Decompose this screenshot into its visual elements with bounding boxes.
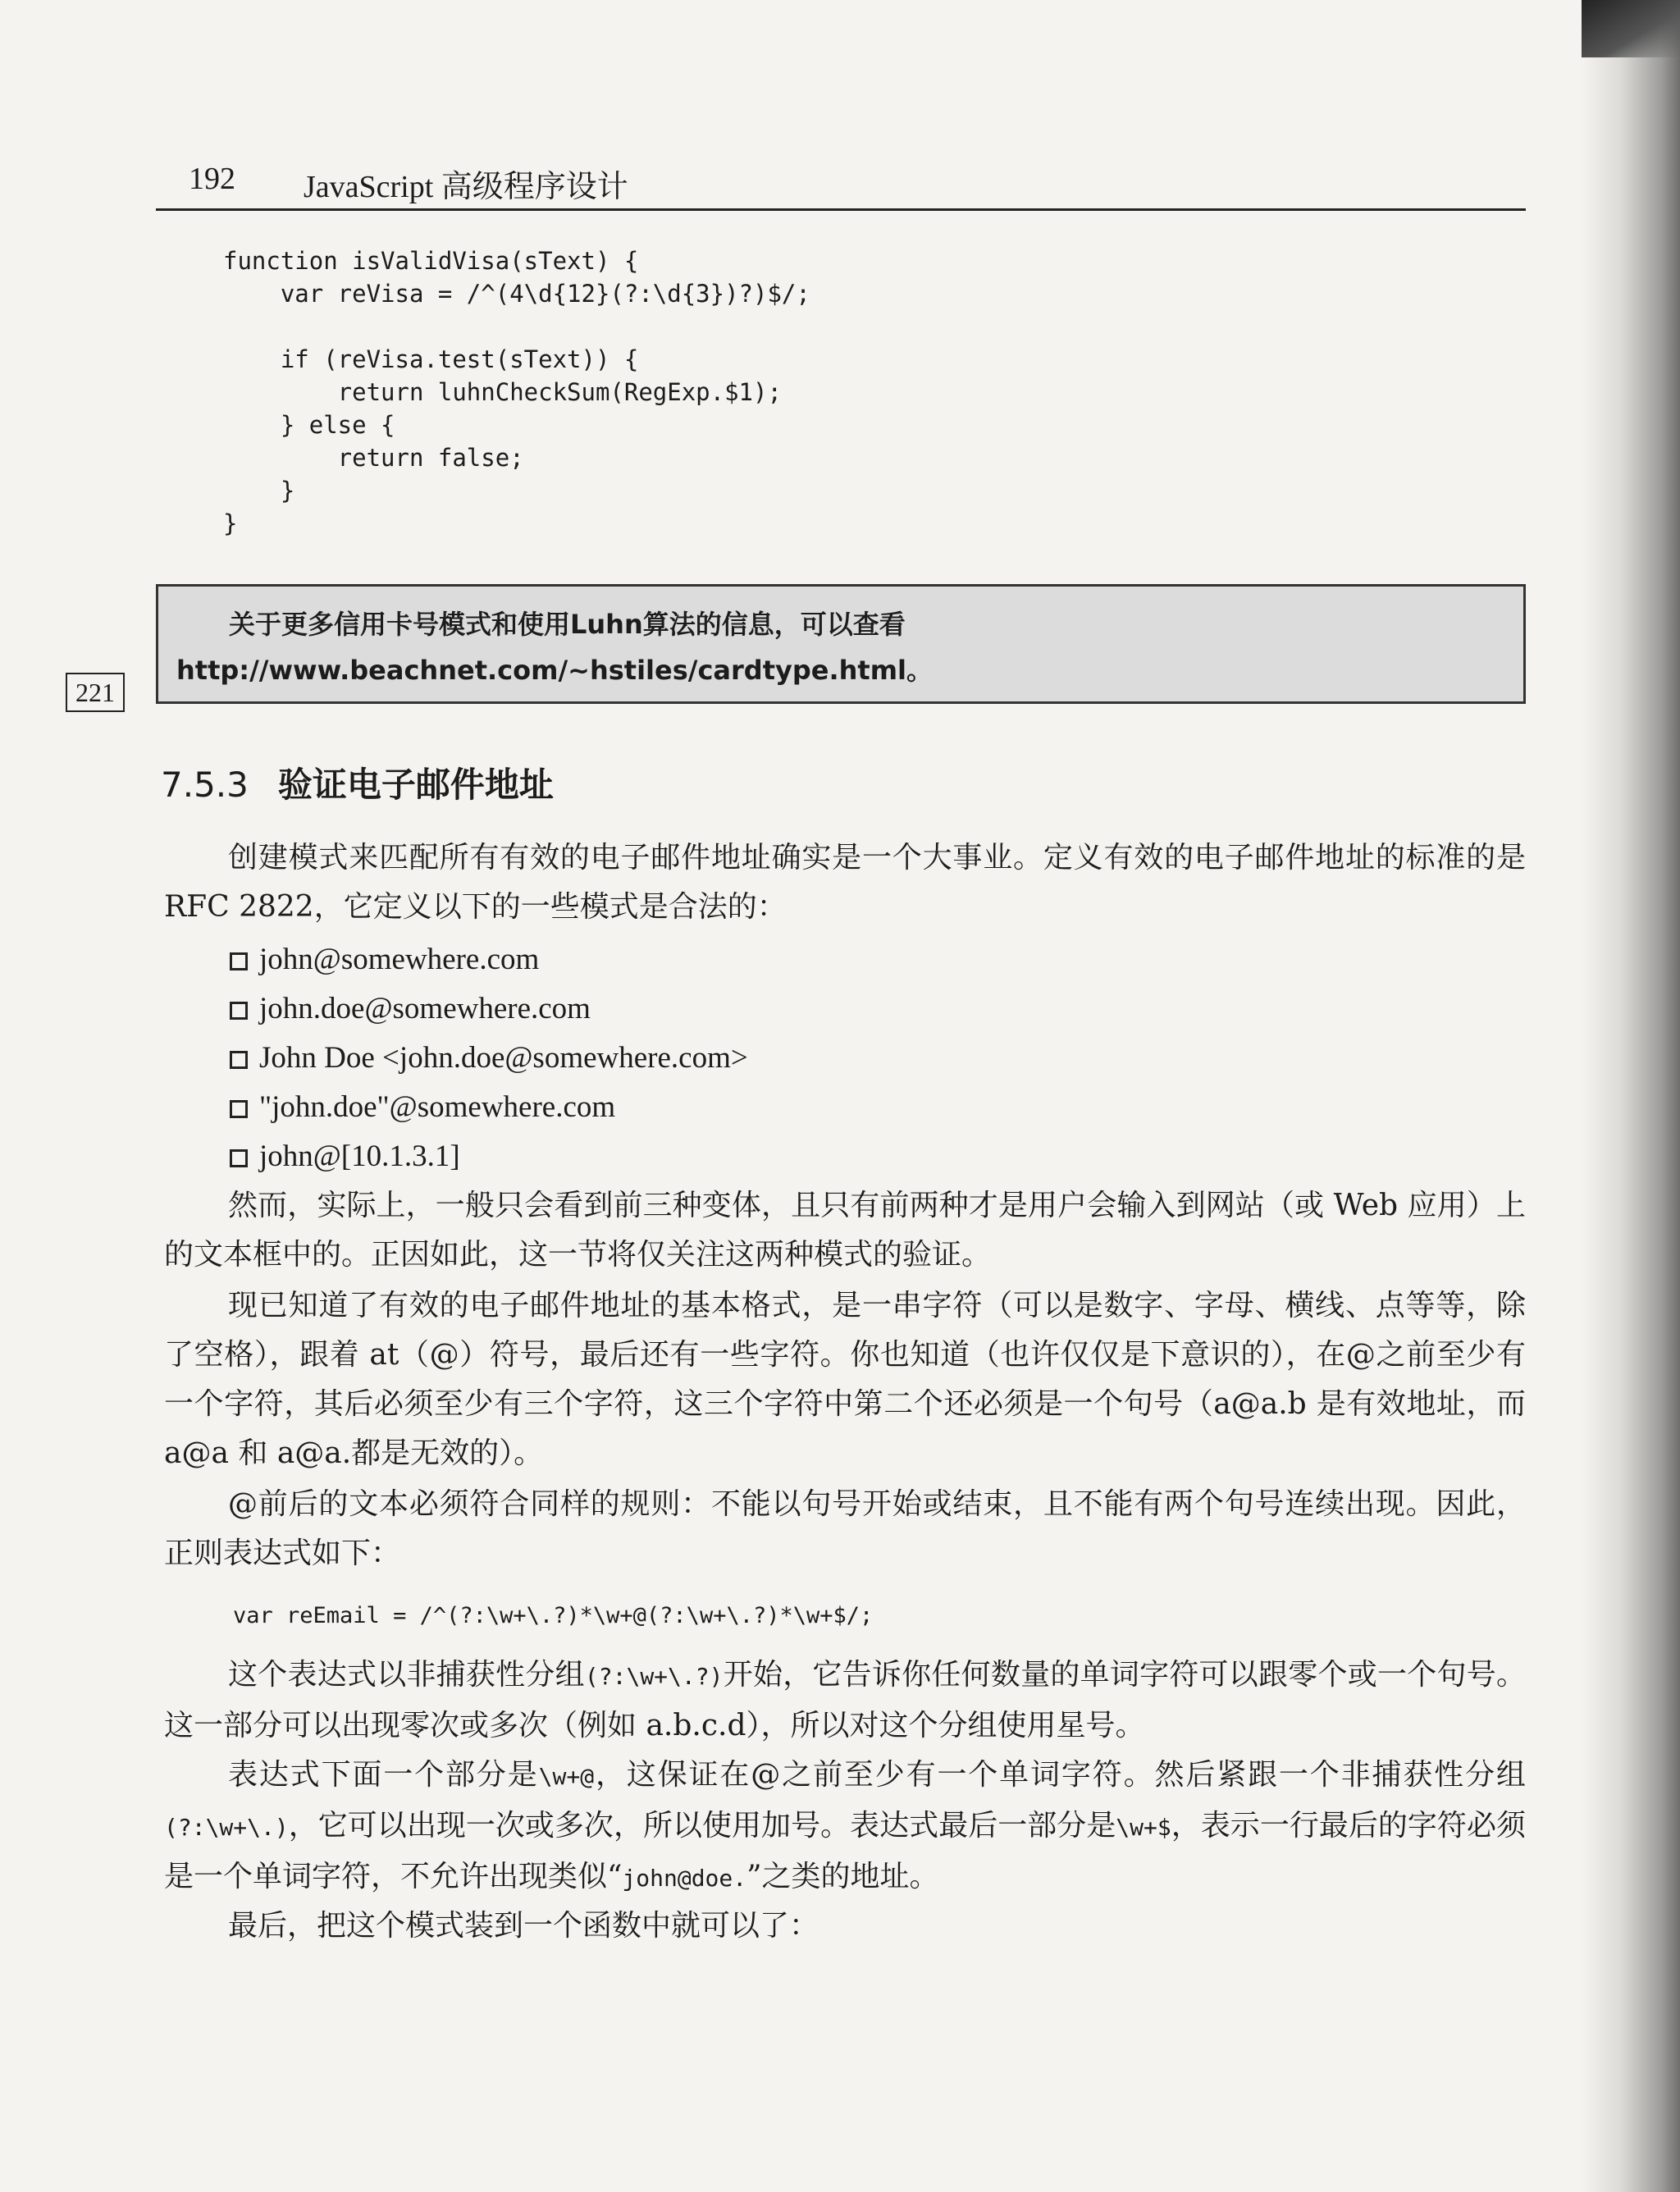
text-span: 这个表达式以非捕获性分组 bbox=[228, 1658, 585, 1692]
page-header bbox=[156, 161, 1526, 211]
list-item-text: "john.doe"@somewhere.com bbox=[259, 1090, 616, 1124]
running-title: JavaScript 高级程序设计 bbox=[304, 170, 628, 204]
list-item bbox=[230, 1132, 748, 1181]
checkbox-bullet-icon bbox=[230, 1100, 248, 1118]
section-number: 7.5.3 bbox=[161, 765, 249, 805]
paragraph-rules: @前后的文本必须符合同样的规则：不能以句号开始或结束，且不能有两个句号连续出现。因此，正则表达式如下： bbox=[164, 1487, 1526, 1570]
text-span: ，它可以出现一次或多次，所以使用加号。表达式最后一部分是 bbox=[288, 1809, 1116, 1843]
text-span: 表达式下面一个部分是 bbox=[228, 1758, 539, 1792]
list-item-text: John Doe <john.doe@somewhere.com> bbox=[259, 1041, 748, 1075]
list-item bbox=[230, 984, 748, 1034]
checkbox-bullet-icon bbox=[230, 1149, 248, 1167]
section-title: 验证电子邮件地址 bbox=[277, 765, 554, 805]
text-span: ，表示一行最后的字符必须是一个单词字符，不允许出现类似“ bbox=[164, 1809, 1526, 1893]
code-block-reemail: var reEmail = /^(?:\w+\.?)*\w+@(?:\w+\.?)*\w+$/; bbox=[233, 1603, 874, 1628]
code-block-isvalidvisa: function isValidVisa(sText) { var reVisa = /^(4\d{12}(?:\d{3})?)$/; if (reVisa.test(sText)) { return luhnCheckSum(RegExp.$1); } else { return false; } } bbox=[223, 247, 810, 537]
section-heading bbox=[161, 758, 554, 807]
inline-code: (?:\w+\.) bbox=[164, 1814, 289, 1841]
inline-code: (?:\w+\.?) bbox=[584, 1663, 724, 1690]
paragraph-next-part bbox=[164, 1751, 1526, 1903]
paragraph-format: 现已知道了有效的电子邮件地址的基本格式，是一串字符（可以是数字、字母、横线、点等等，除了空格），跟着 at（@）符号，最后还有一些字符。你也知道（也许仅仅是下意识的），在@之前至少有一个字符，其后必须至少有三个字符，这三个字符中第二个还必须是一个句号（a@a.b 是有效地址，而 a@a 和 a@a.都是无效的）。 bbox=[164, 1289, 1526, 1470]
page-number: 192 bbox=[189, 162, 235, 196]
note-callout bbox=[156, 584, 1526, 704]
list-item bbox=[230, 1034, 748, 1083]
list-item bbox=[230, 935, 748, 984]
paragraph-intro: 创建模式来匹配所有有效的电子邮件地址确实是一个大事业。定义有效的电子邮件地址的标准的是 RFC 2822，它定义以下的一些模式是合法的： bbox=[164, 841, 1526, 924]
paragraph-final: 最后，把这个模式装到一个函数中就可以了： bbox=[228, 1909, 819, 1943]
text-span: 开始，它告诉你任何数量的单词字符可以跟零个或一个句号。这一部分可以出现零次或多次（例如 a.b.c.d），所以对这个分组使用星号。 bbox=[164, 1658, 1526, 1742]
text-span: ”之类的地址。 bbox=[746, 1860, 939, 1893]
checkbox-bullet-icon bbox=[230, 952, 248, 970]
list-item-text: john@[10.1.3.1] bbox=[259, 1139, 460, 1173]
inline-code: \w+@ bbox=[538, 1763, 595, 1790]
checkbox-bullet-icon bbox=[230, 1051, 248, 1069]
note-callout-text: 关于更多信用卡号模式和使用Luhn算法的信息，可以查看http://www.beachnet.com/~hstiles/cardtype.html。 bbox=[176, 609, 934, 686]
text-span: ，这保证在@之前至少有一个单词字符。然后紧跟一个非捕获性分组 bbox=[594, 1758, 1526, 1792]
list-item-text: john.doe@somewhere.com bbox=[259, 992, 591, 1025]
margin-page-reference: 221 bbox=[66, 673, 125, 712]
list-item bbox=[230, 1083, 748, 1132]
email-pattern-list bbox=[230, 935, 748, 1181]
paragraph-group-explain bbox=[164, 1651, 1526, 1751]
inline-code: john@doe. bbox=[622, 1865, 747, 1892]
paragraph-variants: 然而，实际上，一般只会看到前三种变体，且只有前两种才是用户会输入到网站（或 Web 应用）上的文本框中的。正因如此，这一节将仅关注这两种模式的验证。 bbox=[164, 1189, 1526, 1272]
list-item-text: john@somewhere.com bbox=[259, 943, 540, 976]
checkbox-bullet-icon bbox=[230, 1002, 248, 1020]
inline-code: \w+$ bbox=[1116, 1814, 1171, 1841]
corner-binding-shadow bbox=[1582, 0, 1680, 57]
page-edge-shadow bbox=[1582, 0, 1680, 2192]
